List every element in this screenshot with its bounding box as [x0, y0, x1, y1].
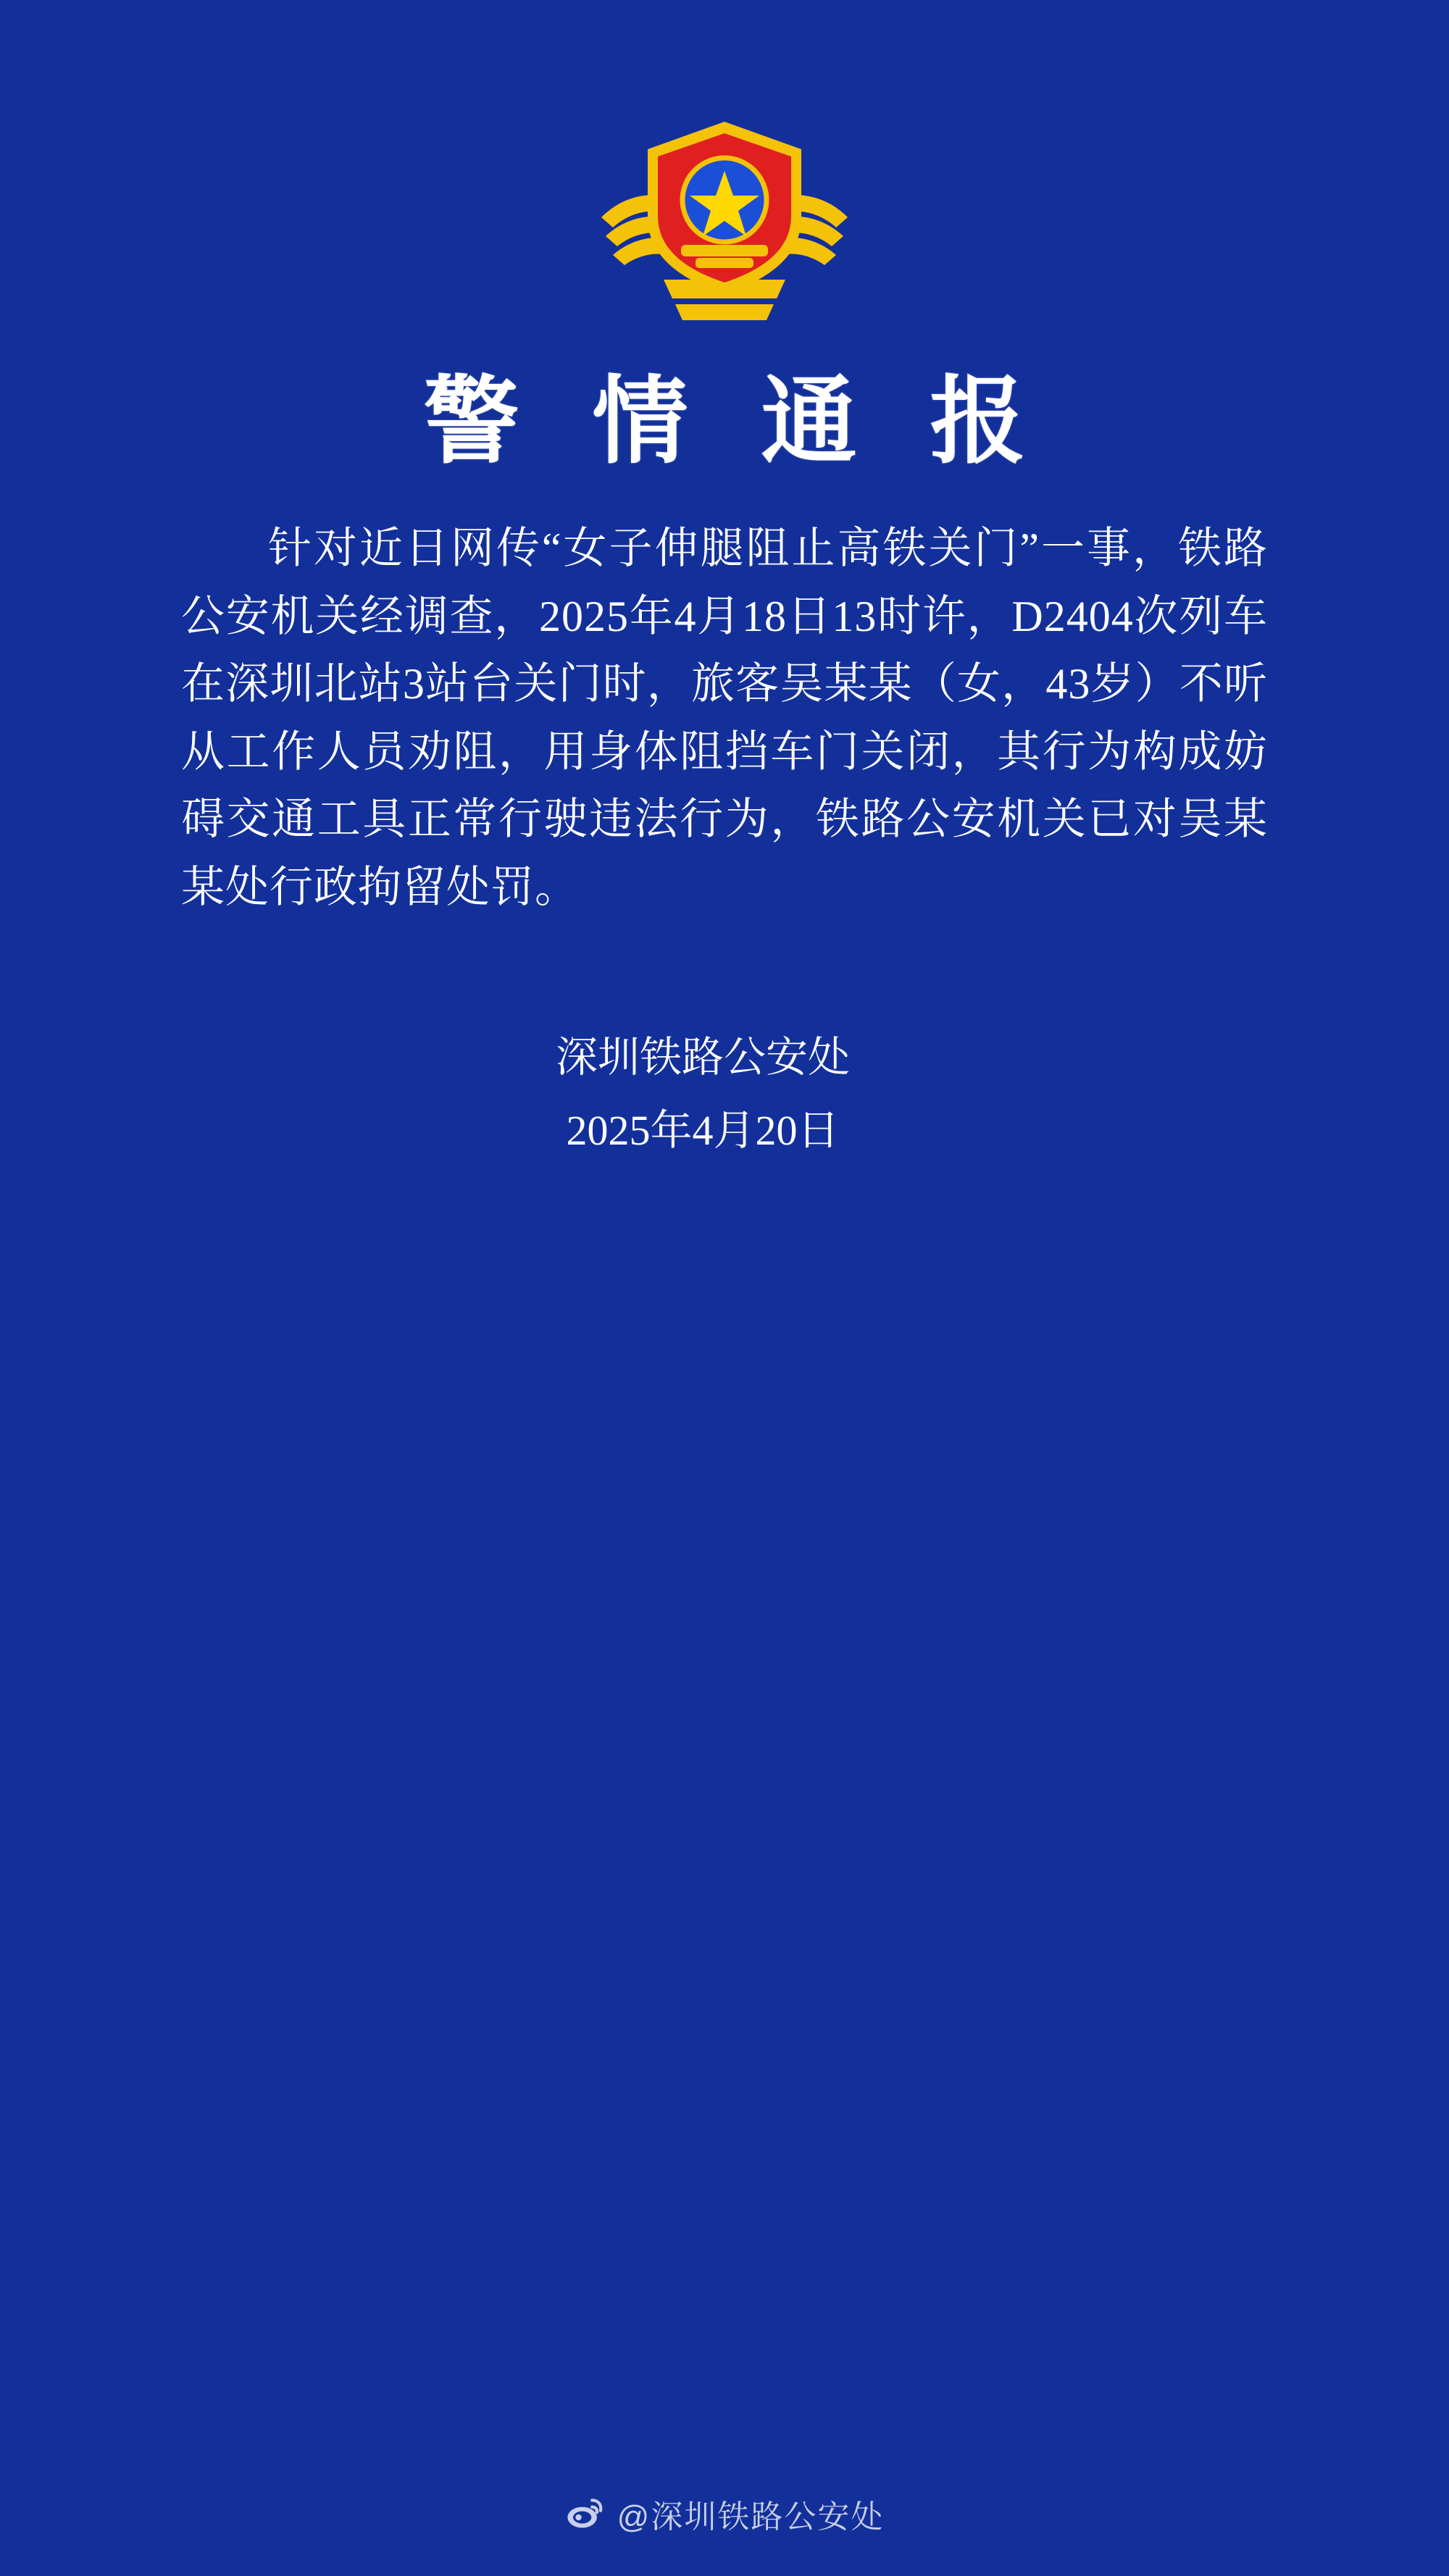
signature-date: 2025年4月20日: [566, 1107, 840, 1155]
footer-watermark: [0, 2491, 1449, 2537]
signature-organization: 深圳铁路公安处: [555, 1033, 850, 1081]
notice-body-paragraph: 针对近日网传“女子伸腿阻止高铁关门”一事，铁路公安机关经调查，2025年4月18日13时许，D2404次列车在深圳北站3站台关门时，旅客吴某某（女，43岁）不听从工作人员劝阻，用身体阻挡车门关闭，其行为构成妨碍交通工具正常行驶违法行为，铁路公安机关已对吴某某处行政拘留处罚。: [181, 524, 1268, 911]
weibo-icon: [565, 2494, 604, 2533]
page-title: 警 情 通 报: [423, 369, 1051, 475]
notice-body: [181, 515, 1268, 922]
footer-account-label: @深圳铁路公安处: [617, 2499, 885, 2535]
signature-block: [181, 1021, 1268, 1168]
china-police-emblem: [594, 109, 855, 333]
